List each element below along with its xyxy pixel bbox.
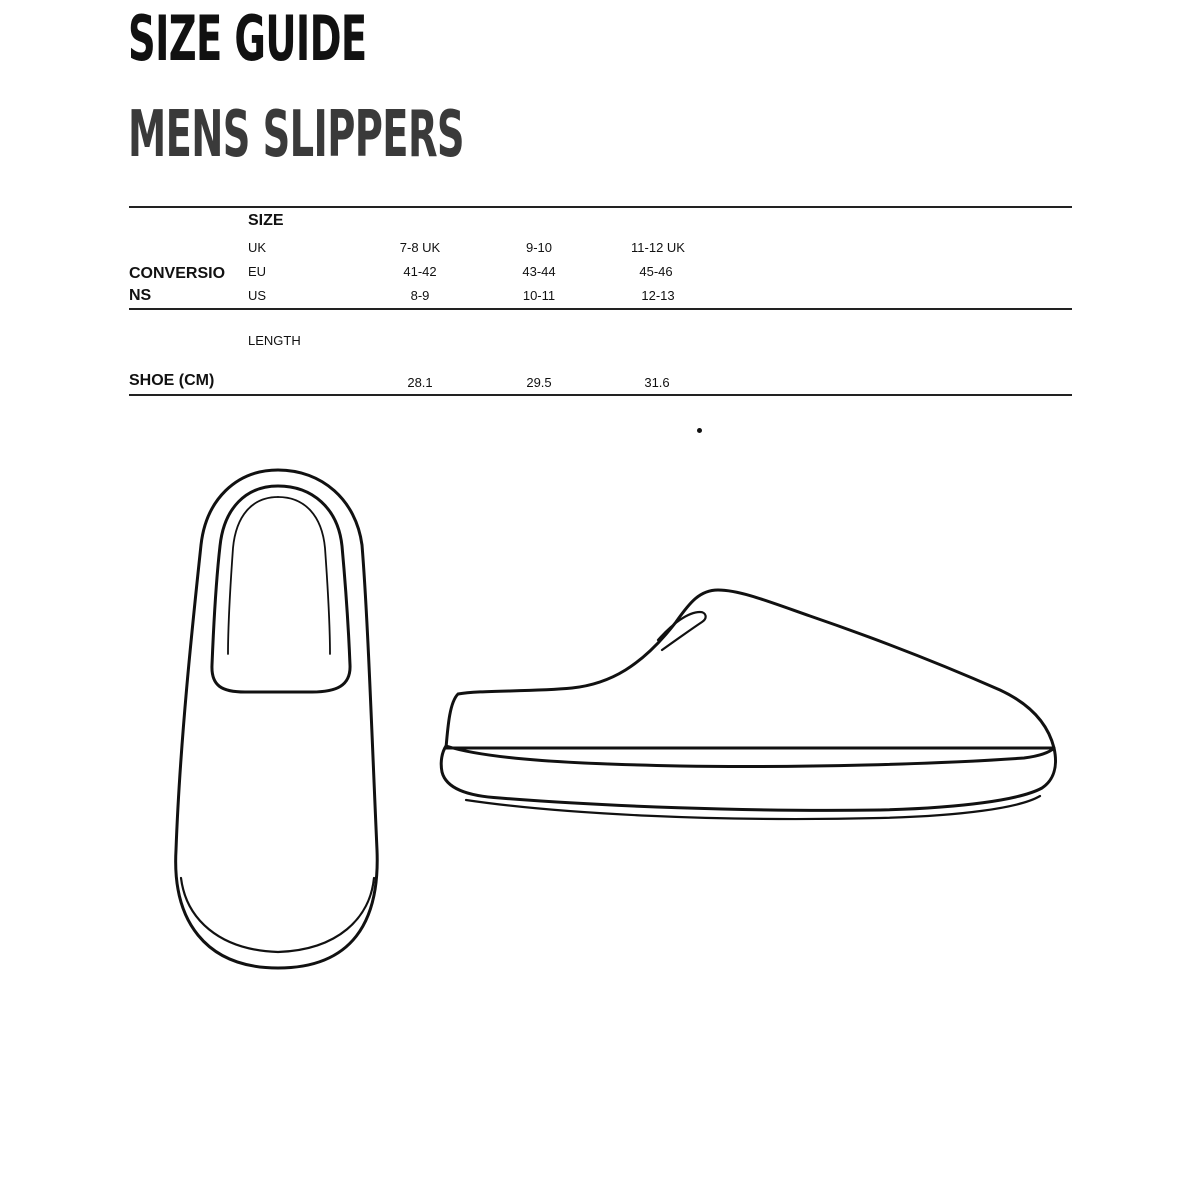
shoe-value-1: 28.1 xyxy=(407,375,433,390)
eu-value-1: 41-42 xyxy=(403,264,437,279)
slipper-top-view xyxy=(176,470,378,968)
size-header: SIZE xyxy=(248,212,284,229)
us-value-2: 10-11 xyxy=(522,288,556,303)
shoe-cm-label: SHOE (CM) xyxy=(129,372,215,389)
slipper-side-view xyxy=(441,590,1055,819)
shoe-value-3: 31.6 xyxy=(644,375,670,390)
conversions-label-line1: CONVERSIO xyxy=(129,265,226,282)
page-subtitle: MENS SLIPPERS xyxy=(128,98,464,172)
page-title: SIZE GUIDE xyxy=(128,2,367,75)
eu-value-2: 43-44 xyxy=(522,264,556,279)
uk-value-1: 7-8 UK xyxy=(399,240,441,255)
row-label-us: US xyxy=(248,288,267,303)
uk-value-3: 11-12 UK xyxy=(631,240,685,255)
length-header: LENGTH xyxy=(248,333,301,348)
eu-value-3: 45-46 xyxy=(639,264,673,279)
row-label-uk: UK xyxy=(248,240,267,255)
us-value-3: 12-13 xyxy=(641,288,675,303)
shoe-value-2: 29.5 xyxy=(526,375,552,390)
row-label-eu: EU xyxy=(248,264,267,279)
conversions-label-line2: NS xyxy=(129,287,152,304)
uk-value-2: 9-10 xyxy=(525,240,553,255)
us-value-1: 8-9 xyxy=(410,288,430,303)
